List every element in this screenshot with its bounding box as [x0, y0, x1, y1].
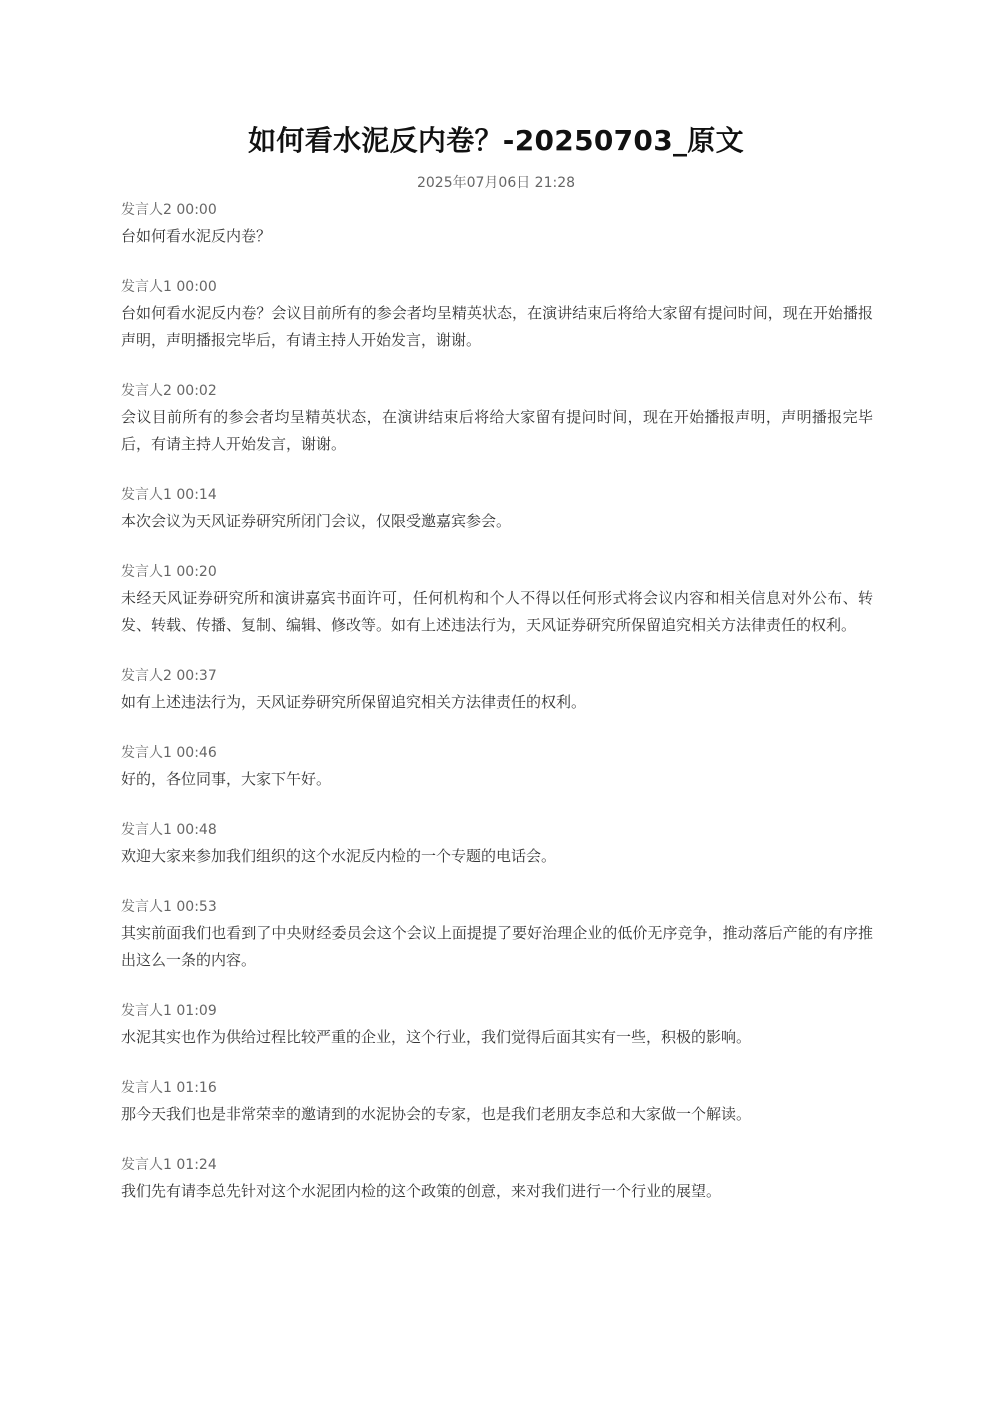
entry-text: 台如何看水泥反内卷？: [121, 227, 272, 245]
timestamp: 01:24: [176, 1157, 217, 1173]
speaker-label: 发言人1: [121, 899, 172, 915]
transcript-entry: [121, 380, 873, 458]
transcript-entry: [121, 896, 873, 974]
timestamp: 00:37: [176, 668, 217, 684]
entry-header: [121, 665, 873, 687]
entry-text: 那今天我们也是非常荣幸的邀请到的水泥协会的专家，也是我们老朋友李总和大家做一个解读。: [121, 1105, 752, 1123]
entry-text: 水泥其实也作为供给过程比较严重的企业，这个行业，我们觉得后面其实有一些，积极的影响。: [121, 1028, 752, 1046]
transcript-entry: [121, 665, 873, 716]
entry-header: [121, 276, 873, 298]
entry-text: 我们先有请李总先针对这个水泥团内检的这个政策的创意，来对我们进行一个行业的展望。: [121, 1182, 722, 1200]
document-datetime: 2025年07月06日 21:28: [416, 175, 576, 191]
transcript-entry: [121, 484, 873, 535]
timestamp: 01:16: [176, 1080, 217, 1096]
entry-header: [121, 199, 873, 221]
entry-header: [121, 484, 873, 506]
speaker-label: 发言人1: [121, 279, 172, 295]
transcript-entry: [121, 199, 873, 250]
timestamp: 00:48: [176, 822, 217, 838]
transcript-entry: [121, 276, 873, 354]
entry-header: [121, 380, 873, 402]
speaker-label: 发言人2: [121, 668, 172, 684]
speaker-label: 发言人1: [121, 1003, 172, 1019]
entry-text: 会议目前所有的参会者均呈精英状态，在演讲结束后将给大家留有提问时间，现在开始播报声明，声明播报完毕后，有请主持人开始发言，谢谢。: [121, 408, 873, 453]
speaker-label: 发言人1: [121, 745, 172, 761]
transcript-entries: [121, 199, 873, 1231]
transcript-entry: [121, 742, 873, 793]
page-title: 如何看水泥反内卷？-20250703_原文: [248, 124, 744, 157]
timestamp: 00:00: [176, 202, 217, 218]
transcript-entry: [121, 561, 873, 639]
transcript-entry: [121, 1000, 873, 1051]
entry-text: 欢迎大家来参加我们组织的这个水泥反内检的一个专题的电话会。: [121, 847, 557, 865]
entry-header: [121, 819, 873, 841]
entry-text: 好的，各位同事，大家下午好。: [121, 770, 332, 788]
entry-text: 如有上述违法行为，天风证券研究所保留追究相关方法律责任的权利。: [121, 693, 587, 711]
entry-header: [121, 1000, 873, 1022]
entry-text: 未经天风证券研究所和演讲嘉宾书面许可，任何机构和个人不得以任何形式将会议内容和相关信息对外公布、转发、转载、传播、复制、编辑、修改等。如有上述违法行为，天风证券研究所保留追究相关方法律责任的权利。: [121, 589, 873, 634]
entry-text: 其实前面我们也看到了中央财经委员会这个会议上面提提了要好治理企业的低价无序竞争，推动落后产能的有序推出这么一条的内容。: [121, 924, 873, 969]
speaker-label: 发言人1: [121, 1080, 172, 1096]
timestamp: 00:14: [176, 487, 217, 503]
timestamp: 00:46: [176, 745, 217, 761]
entry-header: [121, 1154, 873, 1176]
timestamp: 01:09: [176, 1003, 217, 1019]
transcript-entry: [121, 819, 873, 870]
entry-header: [121, 561, 873, 583]
timestamp: 00:02: [176, 383, 217, 399]
entry-header: [121, 896, 873, 918]
speaker-label: 发言人1: [121, 822, 172, 838]
entry-text: 台如何看水泥反内卷？会议目前所有的参会者均呈精英状态，在演讲结束后将给大家留有提问时间，现在开始播报声明，声明播报完毕后，有请主持人开始发言，谢谢。: [121, 304, 873, 349]
speaker-label: 发言人1: [121, 1157, 172, 1173]
transcript-entry: [121, 1154, 873, 1205]
timestamp: 00:53: [176, 899, 217, 915]
transcript-entry: [121, 1077, 873, 1128]
speaker-label: 发言人1: [121, 564, 172, 580]
speaker-label: 发言人2: [121, 202, 172, 218]
speaker-label: 发言人1: [121, 487, 172, 503]
speaker-label: 发言人2: [121, 383, 172, 399]
entry-text: 本次会议为天风证券研究所闭门会议，仅限受邀嘉宾参会。: [121, 512, 512, 530]
timestamp: 00:00: [176, 279, 217, 295]
entry-header: [121, 742, 873, 764]
entry-header: [121, 1077, 873, 1099]
timestamp: 00:20: [176, 564, 217, 580]
